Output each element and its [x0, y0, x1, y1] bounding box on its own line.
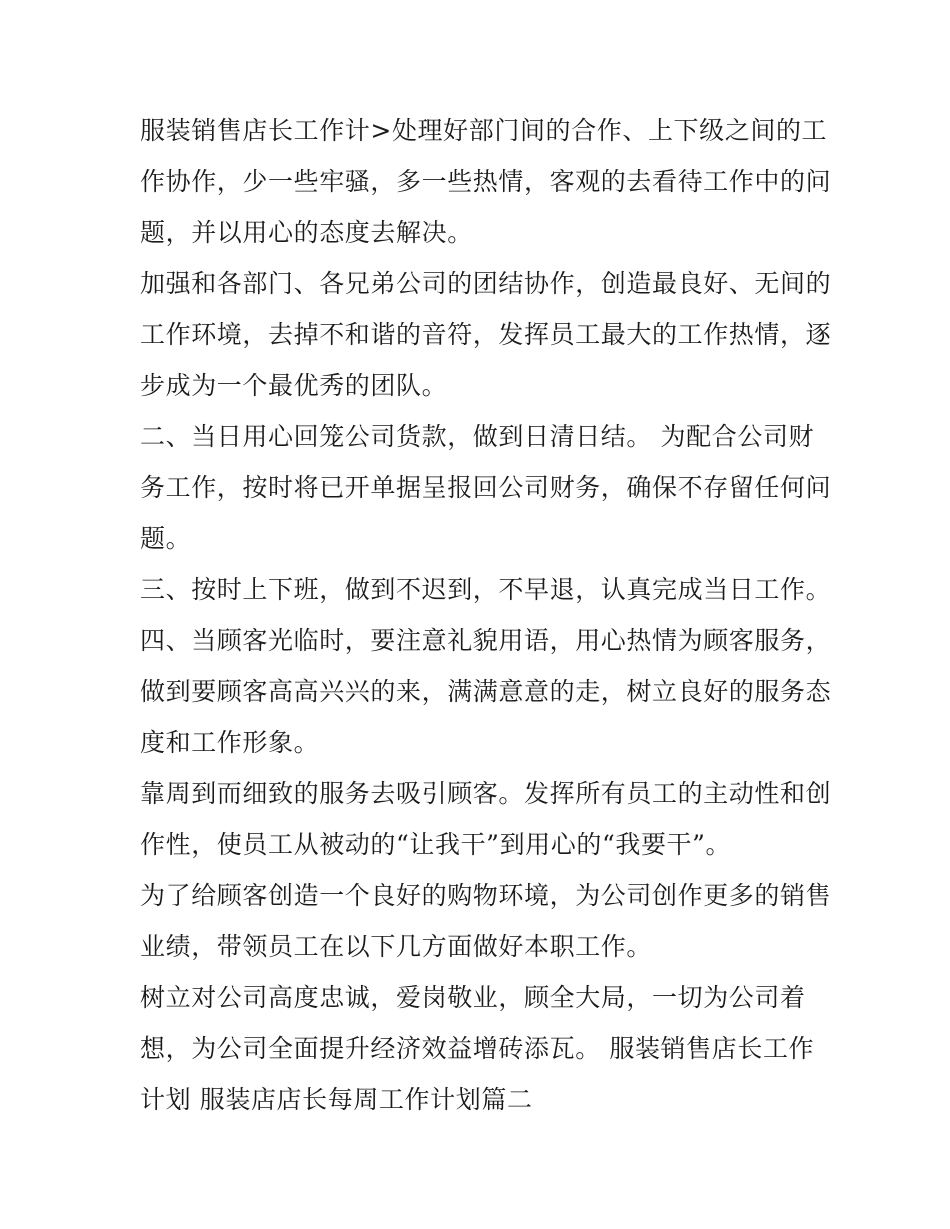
text-line: 做到要顾客高高兴兴的来，满满意意的走，树立良好的服务态 — [140, 677, 832, 706]
text-line: 为了给顾客创造一个良好的购物环境，为公司创作更多的销售 — [140, 881, 832, 910]
text-line: 务工作，按时将已开单据呈报回公司财务，确保不存留任何问 — [140, 473, 832, 502]
text-line: 想，为公司全面提升经济效益增砖添瓦。 服装销售店长工作 — [140, 1034, 815, 1063]
text-line: 四、当顾客光临时，要注意礼貌用语，用心热情为顾客服务， — [140, 626, 832, 655]
text-line: 加强和各部门、各兄弟公司的团结协作，创造最良好、无间的 — [140, 269, 832, 298]
document-body — [140, 105, 832, 1125]
text-line: 步成为一个最优秀的团队。 — [140, 371, 448, 400]
text-line: 二、当日用心回笼公司货款，做到日清日结。 为配合公司财 — [140, 422, 815, 451]
text-line: 题，并以用心的态度去解决。 — [140, 218, 473, 247]
text-line: 服装销售店长工作计>处理好部门间的合作、上下级之间的工 — [140, 116, 828, 145]
text-line: 题。 — [140, 524, 192, 553]
text-line: 工作环境，去掉不和谐的音符，发挥员工最大的工作热情，逐 — [140, 320, 832, 349]
text-line: 三、按时上下班，做到不迟到，不早退，认真完成当日工作。 — [140, 575, 832, 604]
text-line: 度和工作形象。 — [140, 728, 320, 757]
text-line: 作性，使员工从被动的“让我干”到用心的“我要干”。 — [140, 830, 732, 859]
text-line: 业绩，带领员工在以下几方面做好本职工作。 — [140, 932, 653, 961]
text-line: 靠周到而细致的服务去吸引顾客。发挥所有员工的主动性和创 — [140, 779, 832, 808]
text-line: 作协作，少一些牢骚，多一些热情，客观的去看待工作中的问 — [140, 167, 832, 196]
text-line: 计划 服装店店长每周工作计划篇二 — [140, 1085, 533, 1114]
text-line: 树立对公司高度忠诚，爱岗敬业，顾全大局，一切为公司着 — [140, 983, 806, 1012]
